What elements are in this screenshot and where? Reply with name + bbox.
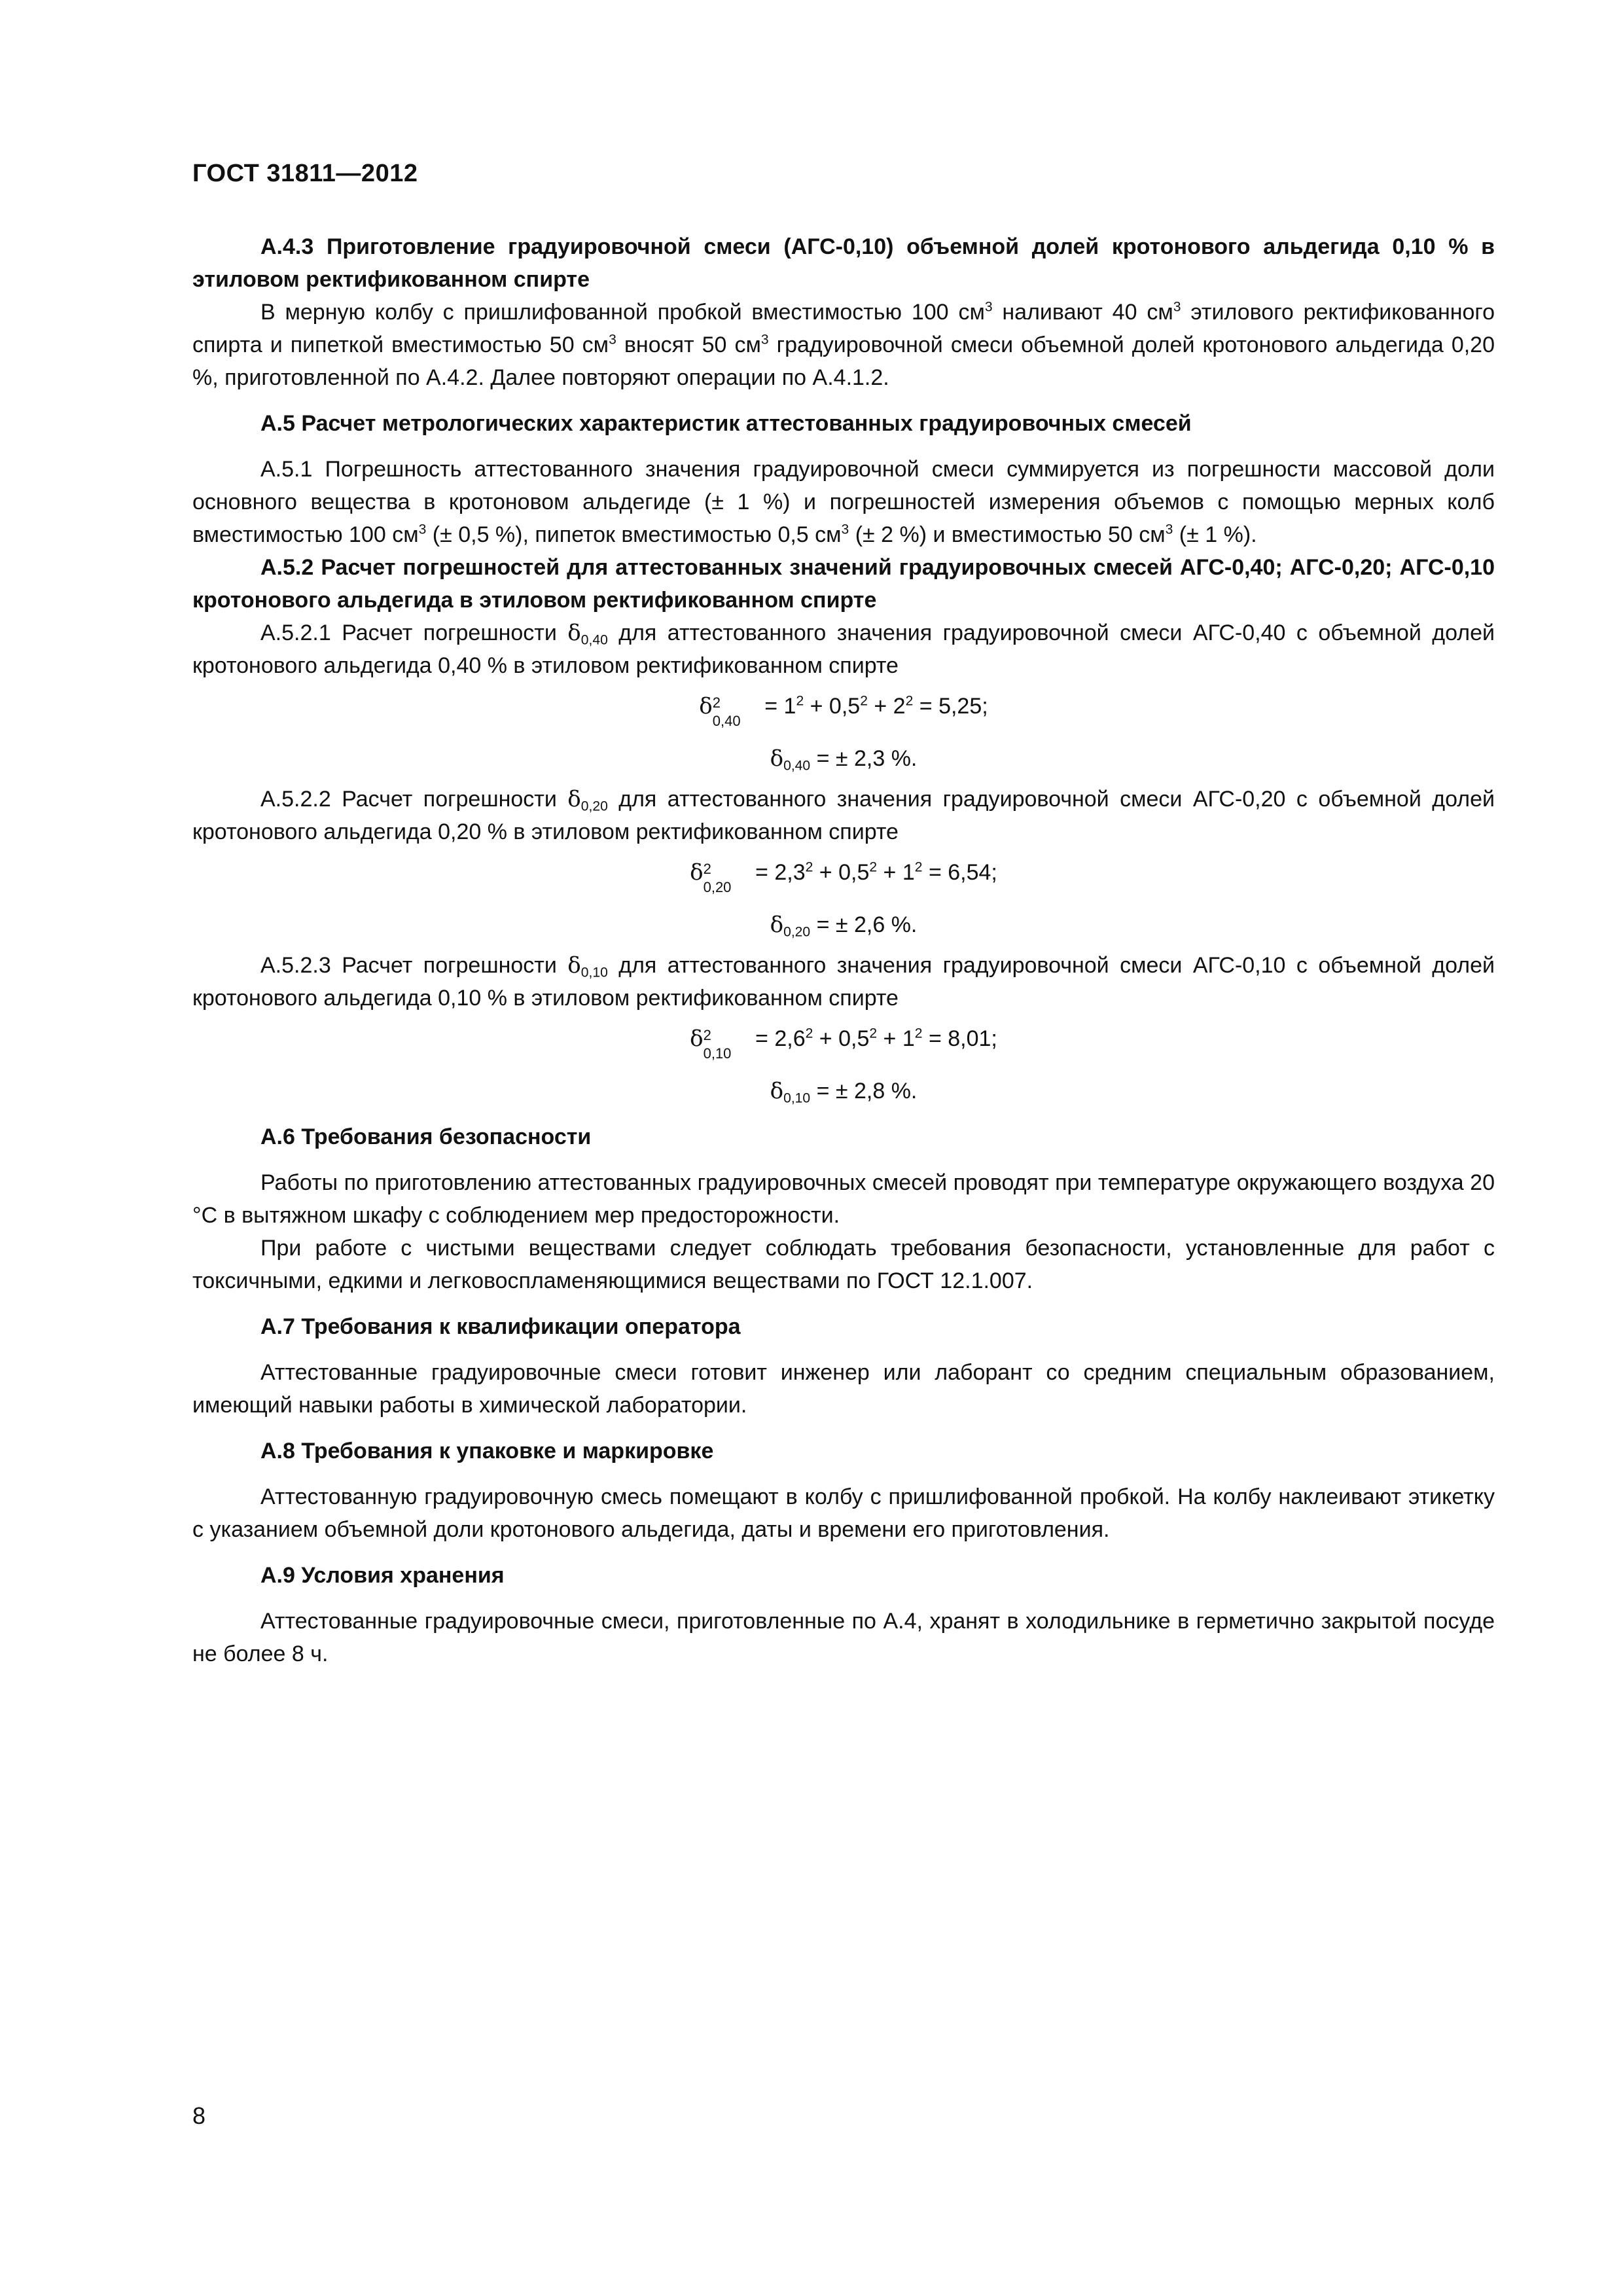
page-number: 8 bbox=[192, 2102, 206, 2129]
calc-intro-020: А.5.2.2 Расчет погрешности $\delta_{0,20}$ для аттестованного значения градуировочной смеси АГС-0,20 с объемной долей кротонового альдегида 0,20 % в этиловом ректификованном спирте bbox=[192, 786, 1495, 844]
document-code: ГОСТ 31811—2012 bbox=[192, 160, 418, 187]
section-a7-text: Аттестованные градуировочные смеси готовит инженер или лаборант со средним специальным образованием, имеющий навыки работы в химической лаборатории. bbox=[192, 1360, 1495, 1418]
formula-result-040: $\delta_{0,40}$ = ± 2,3 %. bbox=[770, 745, 918, 774]
formula-result-020: $\delta_{0,20}$ = ± 2,6 %. bbox=[770, 912, 918, 940]
page-content bbox=[192, 230, 1495, 1670]
calc-intro-010: А.5.2.3 Расчет погрешности $\delta_{0,10}$ для аттестованного значения градуировочной смеси АГС-0,10 с объемной долей кротонового альдегида 0,10 % в этиловом ректификованном спирте bbox=[192, 952, 1495, 1011]
section-a6-text-2: При работе с чистыми веществами следует соблюдать требования безопасности, установленные для работ с токсичными, едкими и легковоспламеняющимися веществами по ГОСТ 12.1.007. bbox=[192, 1236, 1495, 1293]
section-a6-text-1: Работы по приготовлению аттестованных градуировочных смесей проводят при температуре окружающего воздуха 20 °С в вытяжном шкафу с соблюдением мер предосторожности. bbox=[192, 1170, 1495, 1228]
formula-result-010: $\delta_{0,10}$ = ± 2,8 %. bbox=[770, 1078, 918, 1106]
section-a52-heading: А.5.2 Расчет погрешностей для аттестованных значений градуировочных смесей АГС-0,40; АГС-0,20; АГС-0,10 кротонового альдегида в этиловом ректификованном спирте bbox=[192, 555, 1495, 613]
section-a9-text: Аттестованные градуировочные смеси, приготовленные по А.4, хранят в холодильнике в герметично закрытой посуде не более 8 ч. bbox=[192, 1609, 1495, 1666]
section-a43-heading: А.4.3 Приготовление градуировочной смеси (АГС-0,10) объемной долей кротонового альдегида 0,10 % в этиловом ректификованном спирте bbox=[192, 234, 1495, 292]
formula-square-020: δ 2 0,20 = $2,3^2 + 0,5^2 + 1^2 = 6,54$; bbox=[690, 859, 997, 895]
section-a43-text: В мерную колбу с пришлифованной пробкой вместимостью 100 $см^3$ наливают 40 $см^3$ этилового ректификованного спирта и пипеткой вместимостью 50 $см^3$ вносят 50 $см^3$ градуировочной смеси объемной долей кротонового альдегида 0,20 %, приготовленной по А.4.2. Далее повторяют операции по А.4.1.2. bbox=[192, 299, 1495, 390]
section-a7-heading: А.7 Требования к квалификации оператора bbox=[260, 1314, 741, 1339]
section-a9-heading: А.9 Условия хранения bbox=[260, 1563, 505, 1588]
section-a6-heading: А.6 Требования безопасности bbox=[260, 1124, 592, 1149]
section-a5-heading: А.5 Расчет метрологических характеристик аттестованных градуировочных смесей bbox=[260, 411, 1192, 436]
formula-square-010: δ 2 0,10 = $2,6^2 + 0,5^2 + 1^2 = 8,01$; bbox=[690, 1026, 997, 1062]
formula-square-040: δ 2 0,40 = $1^2 + 0,5^2 + 2^2 = 5,25$; bbox=[699, 693, 988, 729]
section-a8-heading: А.8 Требования к упаковке и маркировке bbox=[260, 1439, 714, 1463]
section-a8-text: Аттестованную градуировочную смесь помещают в колбу с пришлифованной пробкой. На колбу наклеивают этикетку с указанием объемной доли кротонового альдегида, даты и времени его приготовления. bbox=[192, 1484, 1495, 1542]
calc-intro-040: А.5.2.1 Расчет погрешности $\delta_{0,40}$ для аттестованного значения градуировочной смеси АГС-0,40 с объемной долей кротонового альдегида 0,40 % в этиловом ректификованном спирте bbox=[192, 620, 1495, 678]
section-a51-text: А.5.1 Погрешность аттестованного значения градуировочной смеси суммируется из погрешности массовой доли основного вещества в кротоновом альдегиде (± 1 %) и погрешностей измерения объемов с помощью мерных колб вместимостью 100 $см^3$ (± 0,5 %), пипеток вместимостью 0,5 $см^3$ (± 2 %) и вместимостью 50 $см^3$ (± 1 %). bbox=[192, 457, 1495, 547]
